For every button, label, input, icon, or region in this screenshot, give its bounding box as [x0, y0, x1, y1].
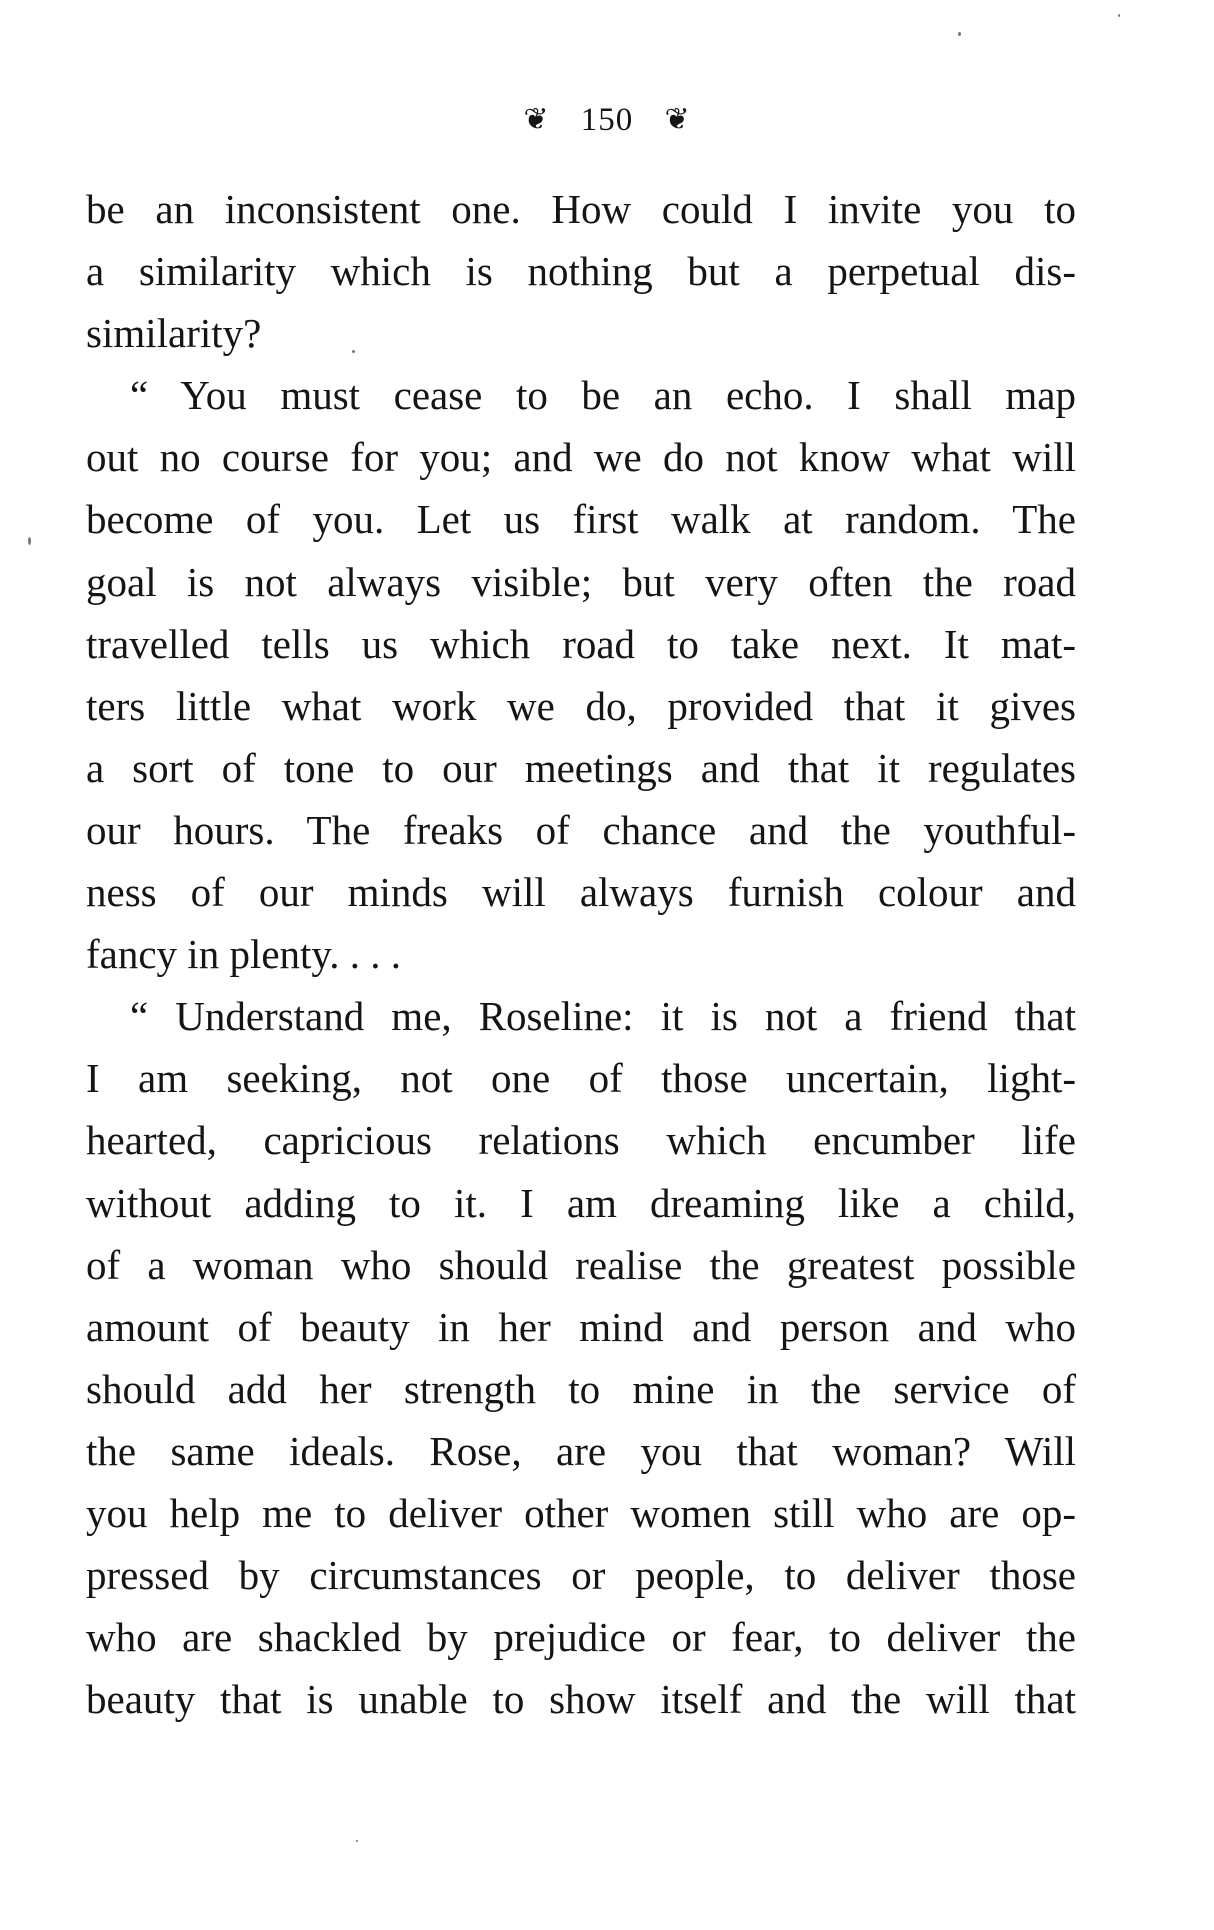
paragraph-first-line: “ You must cease to be an echo. I shall map — [130, 372, 1076, 419]
text-line: who are shackled by prejudice or fear, to deliver the — [86, 1614, 1076, 1661]
text-line: beauty that is unable to show itself and the will that — [86, 1676, 1076, 1723]
paper-speck — [28, 537, 31, 545]
text-line: of a woman who should realise the greatest possible — [86, 1241, 1076, 1288]
text-line: fancy in plenty. . . . — [86, 931, 402, 978]
text-line: out no course for you; and we do not know what will — [86, 434, 1076, 481]
text-line: the same ideals. Rose, are you that woman? Will — [86, 1427, 1076, 1474]
text-line: hearted, capricious relations which encumber life — [86, 1117, 1076, 1164]
text-line: a similarity which is nothing but a perpetual dis- — [86, 248, 1076, 295]
paper-speck — [1118, 14, 1120, 17]
text-line: be an inconsistent one. How could I invite you to — [86, 186, 1076, 232]
text-line: become of you. Let us first walk at random. The — [86, 496, 1076, 543]
text-line: without adding to it. I am dreaming like a child, — [86, 1179, 1076, 1226]
fleuron-right-icon: ❦ — [664, 103, 691, 137]
paragraph-first-line: “ Understand me, Roseline: it is not a friend that — [130, 993, 1076, 1040]
page-header — [0, 98, 1214, 140]
page-body — [86, 178, 1076, 1730]
text-line: you help me to deliver other women still who are op- — [86, 1489, 1076, 1536]
text-line: similarity? — [86, 310, 262, 357]
text-line: should add her strength to mine in the service of — [86, 1365, 1076, 1412]
paper-speck — [958, 32, 961, 36]
text-line: our hours. The freaks of chance and the youthful- — [86, 806, 1076, 853]
text-line: amount of beauty in her mind and person and who — [86, 1303, 1076, 1350]
text-line: travelled tells us which road to take next. It mat- — [86, 620, 1076, 667]
text-line: pressed by circumstances or people, to deliver those — [86, 1552, 1076, 1599]
text-line: ters little what work we do, provided that it gives — [86, 682, 1076, 729]
text-line: a sort of tone to our meetings and that it regulates — [86, 744, 1076, 791]
text-line: I am seeking, not one of those uncertain, light- — [86, 1055, 1076, 1102]
paper-speck — [356, 1840, 358, 1842]
page-number: 150 — [580, 102, 634, 139]
fleuron-left-icon: ❦ — [523, 103, 550, 137]
text-line: ness of our minds will always furnish colour and — [86, 869, 1076, 916]
paper-speck — [352, 350, 355, 353]
text-line: goal is not always visible; but very often the road — [86, 558, 1076, 605]
